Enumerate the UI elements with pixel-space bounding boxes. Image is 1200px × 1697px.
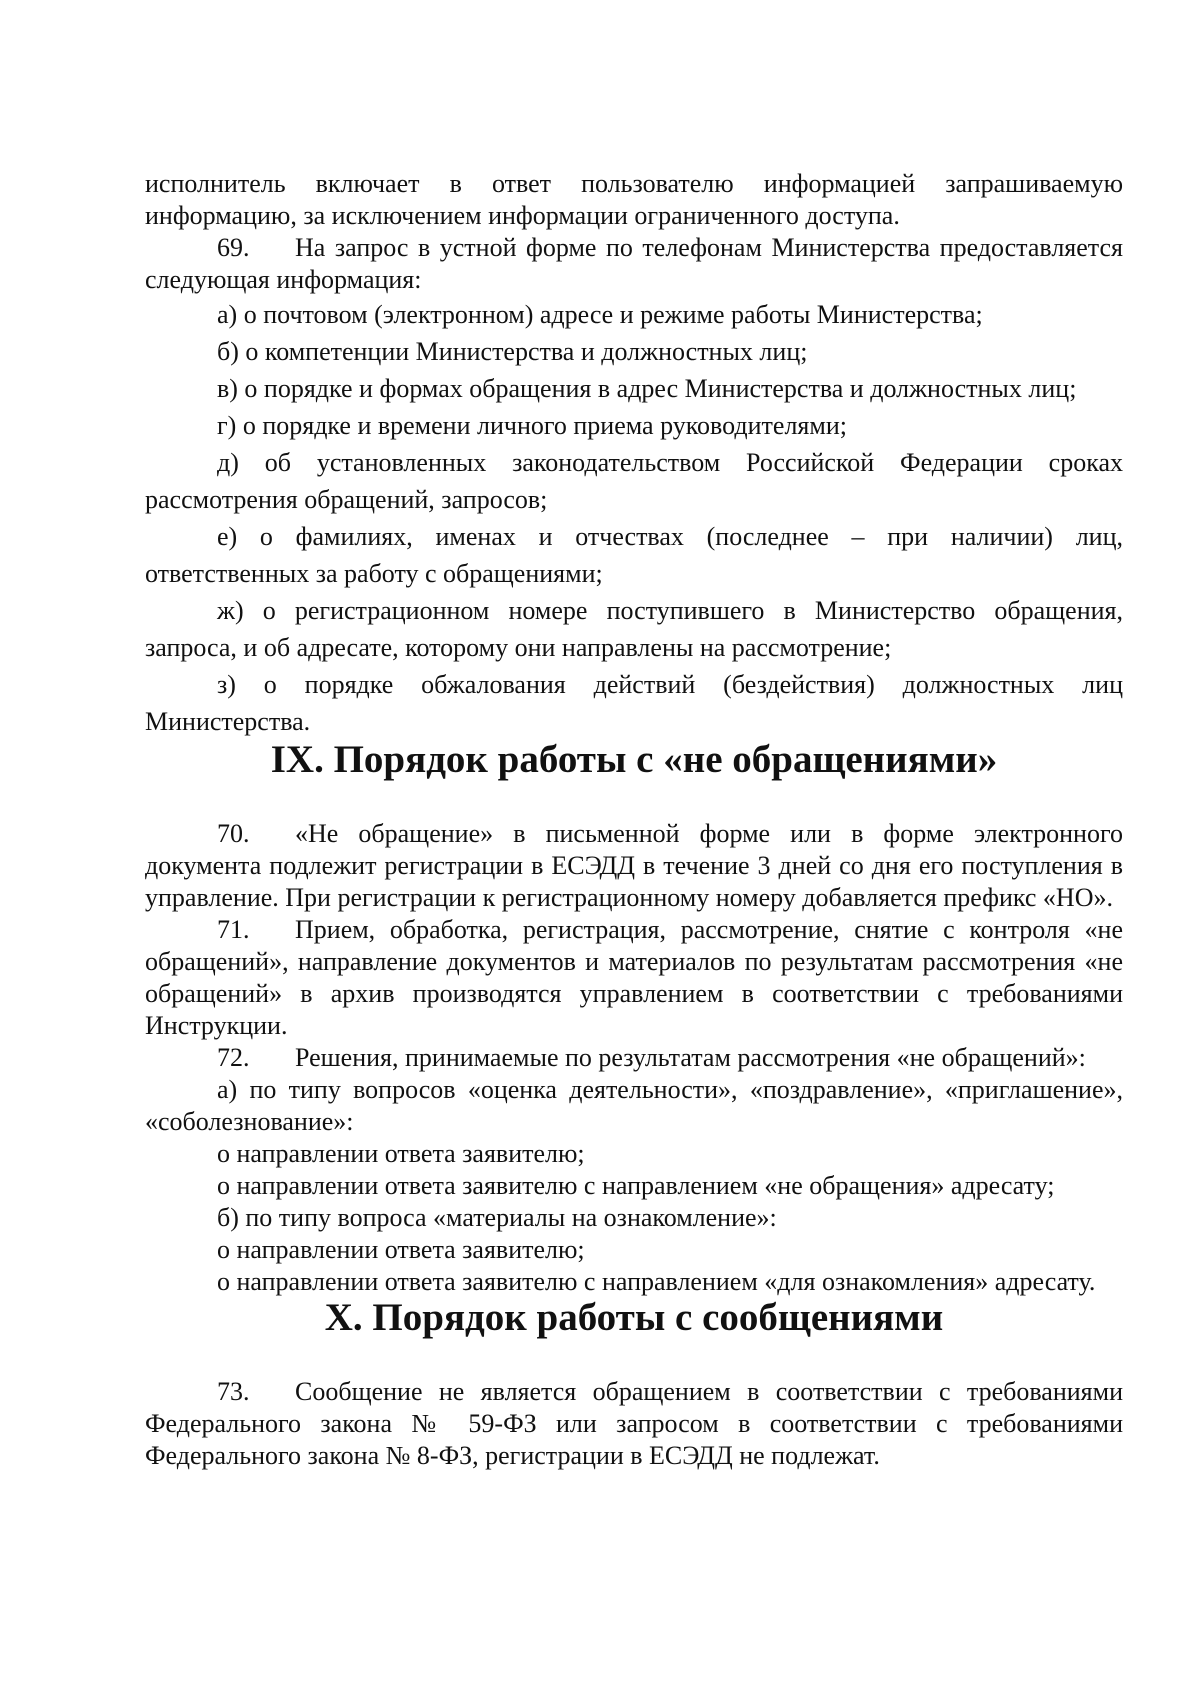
decision-subitem: о направлении ответа заявителю; [217,1139,585,1168]
paragraph-text: Решения, принимаемые по результатам рассмотрения «не обращений»: [295,1043,1086,1072]
paragraph-number: 72. [217,1043,250,1072]
list-item-e: е) о фамилиях, именах и отчествах (последнее – при наличии) лиц, ответственных за работу с обращениями; [145,522,1123,588]
list-item-v: в) о порядке и формах обращения в адрес Министерства и должностных лиц; [217,374,1077,403]
paragraph-text: Сообщение не является обращением в соответствии с требованиями Федерального закона № 59-ФЗ или запросом в соответствии с требованиями Федерального закона № 8-ФЗ, регистрации в ЕСЭДД не подлежат. [145,1377,1123,1470]
paragraph-70 [145,818,1123,914]
paragraph-number: 71. [217,915,250,944]
list-item-a: а) о почтовом (электронном) адресе и режиме работы Министерства; [217,300,983,329]
decision-subitem: о направлении ответа заявителю с направлением «для ознакомления» адресату. [217,1267,1096,1296]
paragraph-number: 70. [217,819,250,848]
decision-subitem: о направлении ответа заявителю; [217,1235,585,1264]
decision-subitem: о направлении ответа заявителю с направлением «не обращения» адресату; [217,1171,1055,1200]
section-heading-ix: IX. Порядок работы с «не обращениями» [270,738,998,781]
section-heading-x: X. Порядок работы с сообщениями [324,1296,944,1339]
document-page [145,168,1123,1472]
paragraph-69 [145,232,1123,296]
list-item-b: б) о компетенции Министерства и должностных лиц; [217,337,808,366]
paragraph-68-continuation: исполнитель включает в ответ пользователю информацией запрашиваемую информацию, за исключением информации ограниченного доступа. [145,169,1123,230]
paragraph-text: Прием, обработка, регистрация, рассмотрение, снятие с контроля «не обращений», направление документов и материалов по результатам рассмотрения «не обращений» в архив производятся управлением в соответствии с требованиями Инструкции. [145,915,1123,1040]
list-item-z: з) о порядке обжалования действий (бездействия) должностных лиц Министерства. [145,670,1123,736]
decision-item-a: а) по типу вопросов «оценка деятельности», «поздравление», «приглашение», «соболезнование»: [145,1075,1123,1136]
paragraph-72 [145,1042,1123,1074]
list-item-d: д) об установленных законодательством Российской Федерации сроках рассмотрения обращений, запросов; [145,448,1123,514]
paragraph-number: 73. [217,1377,250,1406]
paragraph-text: На запрос в устной форме по телефонам Министерства предоставляется следующая информация: [145,233,1123,294]
paragraph-73 [145,1376,1123,1472]
list-item-g: г) о порядке и времени личного приема руководителями; [217,411,847,440]
paragraph-71 [145,914,1123,1042]
paragraph-number: 69. [217,233,250,262]
paragraph-text: «Не обращение» в письменной форме или в форме электронного документа подлежит регистрации в ЕСЭДД в течение 3 дней со дня его поступления в управление. При регистрации к регистрационному номеру добавляется префикс «НО». [145,819,1123,912]
list-item-zh: ж) о регистрационном номере поступившего в Министерство обращения, запроса, и об адресате, которому они направлены на рассмотрение; [145,596,1123,662]
decision-item-b: б) по типу вопроса «материалы на ознакомление»: [217,1203,777,1232]
